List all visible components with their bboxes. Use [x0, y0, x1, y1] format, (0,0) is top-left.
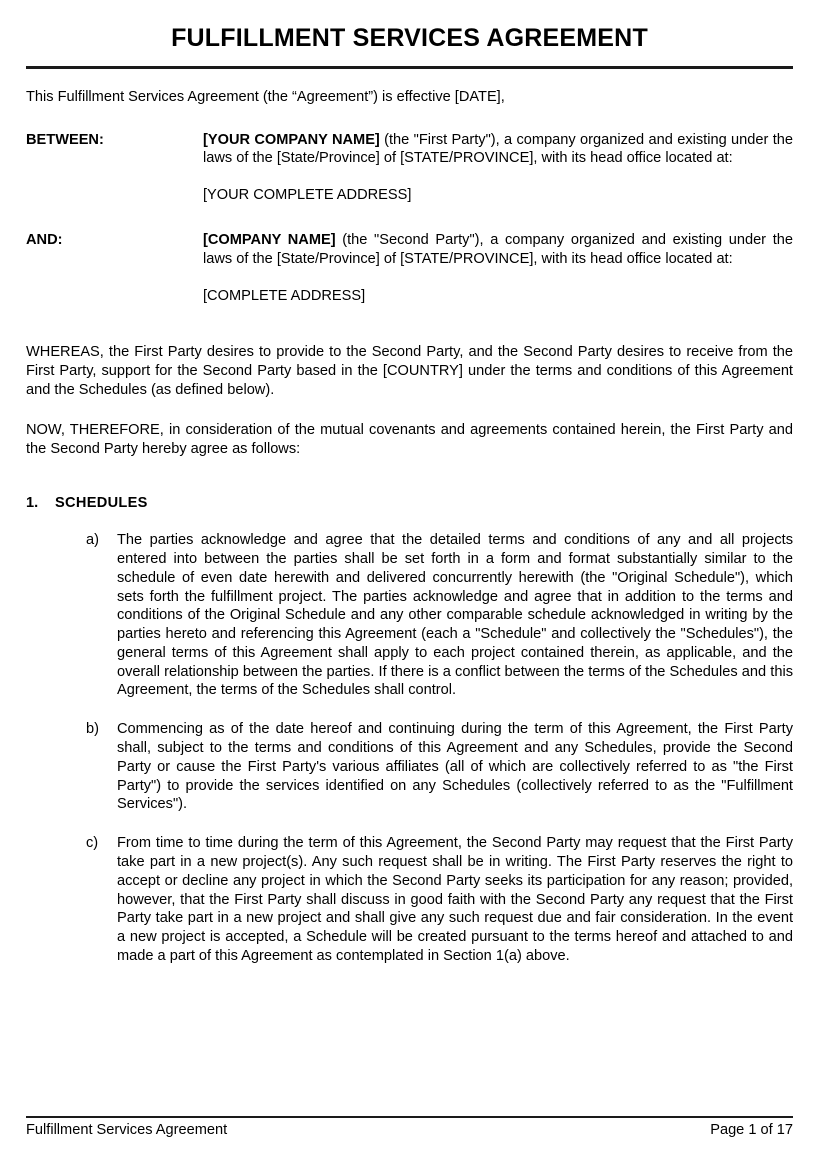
party-address-first: [YOUR COMPLETE ADDRESS] [203, 187, 412, 204]
clause-text: From time to time during the term of this Agreement, the Second Party may request that the First Party take part in a new project(s). Any such request shall be in writing. The First Party reserves the right to accept or decline any project in which the Second Party seeks its participation for any reason; provided, however, that the First Party shall discuss in good faith with the Second Party any request that the First Party take part in a new project and shall give any such request due and fair consideration. In the event a new project is accepted, a Schedule will be created pursuant to the terms hereof and attached to and made a part of this Agreement as contemplated in Section 1(a) above. [117, 835, 793, 965]
footer-document-name: Fulfillment Services Agreement [26, 1122, 228, 1138]
clause-marker: c) [86, 835, 99, 852]
clause-item [26, 531, 793, 700]
party-block-first [26, 131, 793, 205]
party-name-second: [COMPANY NAME] [203, 231, 336, 248]
clause-text: The parties acknowledge and agree that the detailed terms and conditions of any and all projects entered into between the parties shall be set forth in a form and format substantially similar to the schedule of even date herewith and delivered concurrently herewith (the "Original Schedule"), which sets forth the fulfillment project. The parties acknowledge and agree that in addition to the terms and conditions of the Original Schedule and any other comparable schedule acknowledged in writing by the parties hereto and referencing this Agreement (each a "Schedule" and collectively the "Schedules"), the general terms of this Agreement shall apply to each project contained therein, as applicable, and the overall relationship between the parties. If there is a conflict between the terms of the Schedules and this Agreement, the terms of the Schedules shall control. [117, 532, 793, 699]
party-label-and: AND: [26, 231, 63, 248]
party-name-first: [YOUR COMPANY NAME] [203, 131, 380, 148]
footer-divider [26, 1116, 793, 1118]
clause-list-schedules [26, 531, 793, 966]
clause-item [26, 834, 793, 966]
section-title: SCHEDULES [55, 495, 148, 512]
party-description-first: (the "First Party"), a company organized and existing under the laws of the [State/Province] of [STATE/PROVINCE], with its head office located at: [203, 131, 793, 167]
clause-text: Commencing as of the date hereof and continuing during the term of this Agreement, the First Party shall, subject to the terms and conditions of this Agreement and any Schedules, provide the Second Party or cause the First Party's various affiliates (all of which are collectively referred to as "the First Party") to provide the services identified on any Schedules (collectively referred to as the "Fulfillment Services"). [117, 721, 793, 813]
party-description-second: (the "Second Party"), a company organized and existing under the laws of the [State/Province] of [STATE/PROVINCE], with its head office located at: [203, 231, 793, 267]
footer-row [26, 1121, 793, 1139]
intro-paragraph: This Fulfillment Services Agreement (the “Agreement”) is effective [DATE], [26, 88, 505, 105]
title-divider [26, 66, 793, 69]
clause-item [26, 720, 793, 814]
clause-marker: b) [86, 721, 99, 738]
page-title: FULFILLMENT SERVICES AGREEMENT [171, 24, 648, 52]
party-label-between: BETWEEN: [26, 131, 104, 148]
party-details-first [203, 131, 793, 205]
footer-page-number: Page 1 of 17 [710, 1122, 793, 1138]
section-number: 1. [26, 495, 39, 512]
section-heading-schedules [26, 494, 793, 513]
clause-marker: a) [86, 532, 99, 549]
recital-whereas: WHEREAS, the First Party desires to provide to the Second Party, and the Second Party desires to receive from the First Party, support for the Second Party based in the [COUNTRY] under the terms and conditions of this Agreement and the Schedules (as defined below). [26, 344, 793, 398]
party-details-second [203, 231, 793, 305]
party-block-second [26, 231, 793, 305]
party-address-second: [COMPLETE ADDRESS] [203, 287, 366, 304]
recital-now-therefore: NOW, THEREFORE, in consideration of the mutual covenants and agreements contained herein, the First Party and the Second Party hereby agree as follows: [26, 421, 793, 457]
page-footer [26, 1116, 793, 1139]
